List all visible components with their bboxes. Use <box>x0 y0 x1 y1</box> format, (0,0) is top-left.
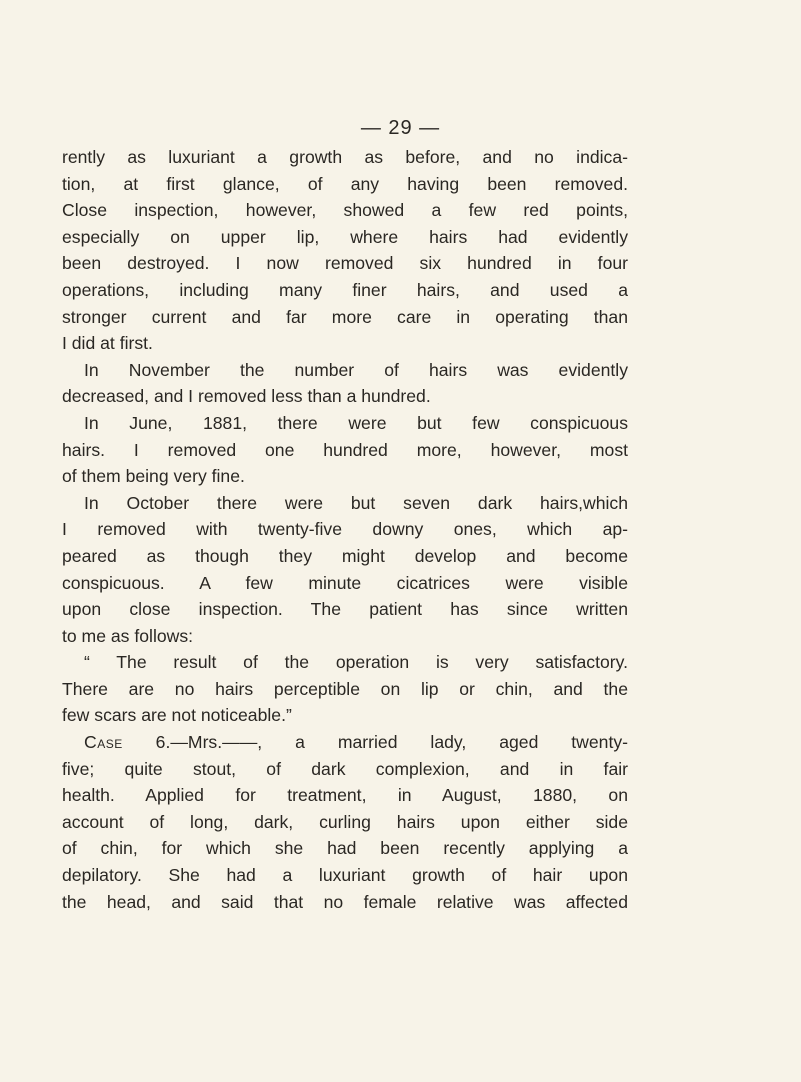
text-line: hairs. I removed one hundred more, however, most <box>62 439 628 460</box>
text-line: decreased, and I removed less than a hundred. <box>62 386 431 407</box>
text-line: I removed with twenty-five downy ones, which ap- <box>62 519 628 540</box>
text-line: tion, at first glance, of any having been removed. <box>62 173 628 194</box>
page-number: — 29 — <box>360 117 441 139</box>
text-line: conspicuous. A few minute cicatrices were visible <box>62 572 628 593</box>
text-line: especially on upper lip, where hairs had evidently <box>62 226 628 247</box>
text-line: In June, 1881, there were but few conspicuous <box>84 412 628 433</box>
text-line: There are no hairs perceptible on lip or chin, and the <box>62 678 628 699</box>
text-line: “ The result of the operation is very satisfactory. <box>84 652 628 673</box>
body-text <box>62 144 628 915</box>
text-line: of chin, for which she had been recently applying a <box>62 838 628 859</box>
text-line: In October there were but seven dark hairs,which <box>84 492 628 513</box>
text-line: account of long, dark, curling hairs upon either side <box>62 811 628 832</box>
text-line: I did at first. <box>62 333 153 354</box>
text-line: peared as though they might develop and become <box>62 545 628 566</box>
text-line: Case 6.—Mrs.——, a married lady, aged twenty- <box>84 732 628 753</box>
text-line: been destroyed. I now removed six hundred in four <box>62 253 628 274</box>
text-line: of them being very fine. <box>62 466 245 487</box>
text-line: the head, and said that no female relative was affected <box>62 891 628 912</box>
text-line: Close inspection, however, showed a few red points, <box>62 200 628 221</box>
text-line: depilatory. She had a luxuriant growth of hair upon <box>62 865 628 886</box>
text-line: rently as luxuriant a growth as before, and no indica- <box>62 147 628 167</box>
text-line: upon close inspection. The patient has since written <box>62 599 628 620</box>
text-line: to me as follows: <box>62 625 194 646</box>
text-line: health. Applied for treatment, in August, 1880, on <box>62 785 628 806</box>
text-line: five; quite stout, of dark complexion, and in fair <box>62 758 628 779</box>
text-line: In November the number of hairs was evidently <box>84 359 628 380</box>
text-line: few scars are not noticeable.” <box>62 705 292 726</box>
text-line: stronger current and far more care in operating than <box>62 306 628 327</box>
text-line: operations, including many finer hairs, and used a <box>62 279 628 300</box>
